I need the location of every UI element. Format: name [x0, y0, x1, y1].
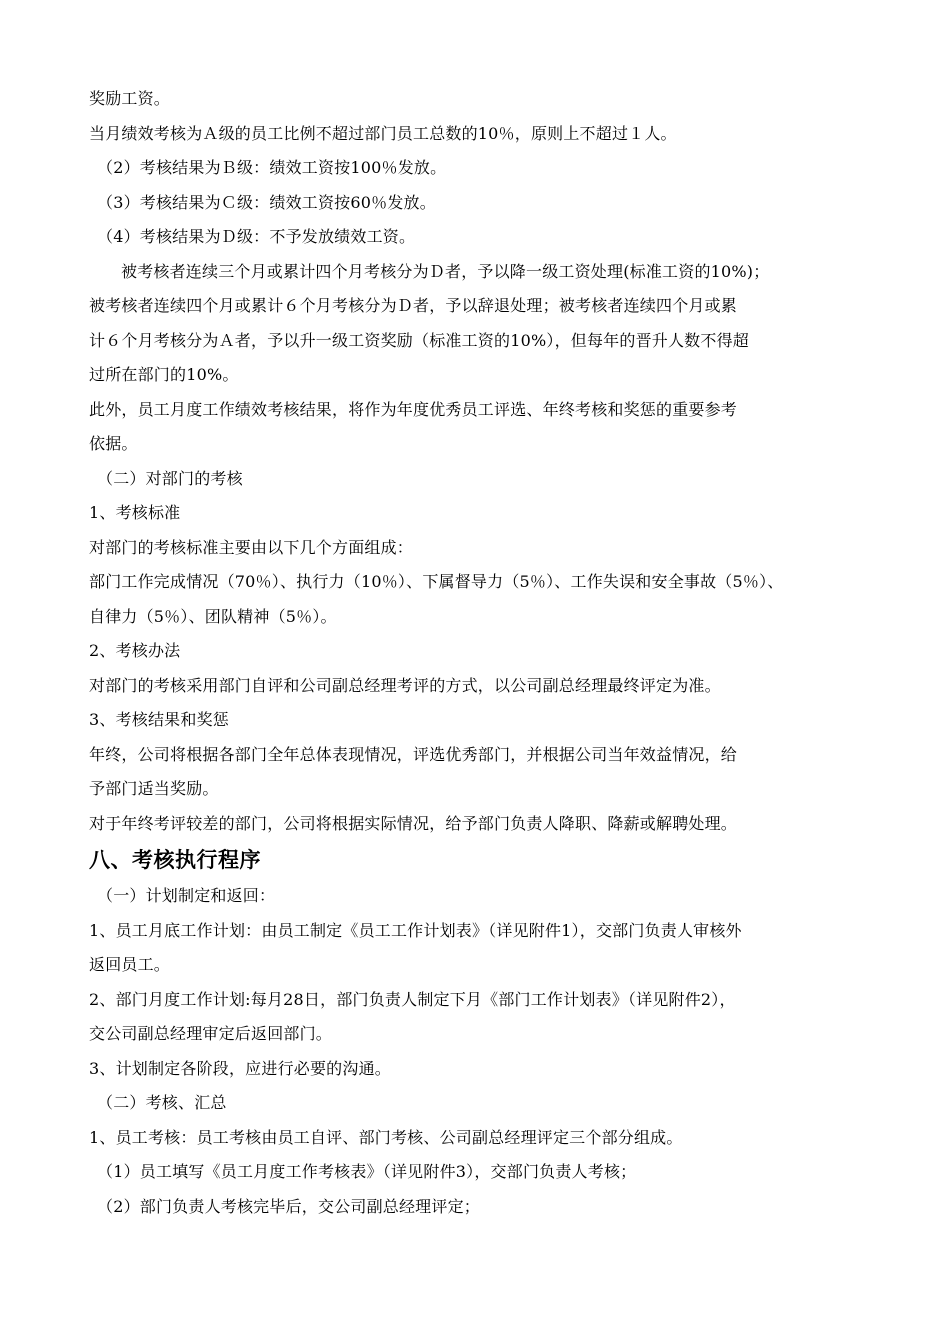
subsection-heading: 2、考核办法	[89, 641, 181, 660]
subsection-heading: 1、考核标准	[89, 503, 181, 522]
paragraph-line: 返回员工。	[89, 955, 171, 974]
list-item: （2）考核结果为Ｂ级：绩效工资按100％发放。	[97, 158, 447, 177]
document-page	[89, 82, 864, 1224]
paragraph-line: 当月绩效考核为Ａ级的员工比例不超过部门员工总数的10％，原则上不超过１人。	[89, 123, 677, 143]
paragraph-line: 自律力（5％）、团队精神（5％）。	[89, 606, 337, 626]
paragraph-line: 被考核者连续三个月或累计四个月考核分为Ｄ者，予以降一级工资处理(标准工资的10%)；	[121, 261, 770, 281]
paragraph-line: 依据。	[89, 434, 138, 453]
paragraph-line: 2、部门月度工作计划:每月28日，部门负责人制定下月《部门工作计划表》（详见附件2），	[89, 989, 736, 1009]
list-item: （3）考核结果为Ｃ级：绩效工资按60％发放。	[97, 192, 436, 212]
subsection-heading: （二）对部门的考核	[97, 468, 243, 488]
subsection-heading: （一）计划制定和返回：	[97, 886, 276, 905]
list-item: （4）考核结果为Ｄ级：不予发放绩效工资。	[97, 227, 416, 246]
paragraph-line: 对部门的考核采用部门自评和公司副总经理考评的方式，以公司副总经理最终评定为准。	[89, 675, 721, 695]
paragraph-line: 年终，公司将根据各部门全年总体表现情况，评选优秀部门，并根据公司当年效益情况，给	[89, 744, 738, 764]
paragraph-line: 交公司副总经理审定后返回部门。	[89, 1024, 333, 1043]
list-item: （2）部门负责人考核完毕后，交公司副总经理评定；	[97, 1196, 480, 1216]
paragraph-line: 过所在部门的10%。	[89, 365, 239, 384]
subsection-heading: 3、考核结果和奖惩	[89, 710, 229, 729]
paragraph-line: 1、员工月底工作计划：由员工制定《员工工作计划表》（详见附件1），交部门负责人审核外	[89, 920, 742, 940]
paragraph-line: 奖励工资。	[89, 89, 171, 108]
paragraph-line: 1、员工考核：员工考核由员工自评、部门考核、公司副总经理评定三个部分组成。	[89, 1127, 683, 1147]
paragraph-line: 被考核者连续四个月或累计６个月考核分为Ｄ者，予以辞退处理；被考核者连续四个月或累	[89, 296, 738, 315]
paragraph-line: 予部门适当奖励。	[89, 779, 219, 798]
paragraph-line: 部门工作完成情况（70％）、执行力（10％）、下属督导力（5％）、工作失误和安全事故（5％）、	[89, 572, 784, 591]
paragraph-line: 计６个月考核分为Ａ者，予以升一级工资奖励（标准工资的10%），但每年的晋升人数不得超	[89, 330, 749, 350]
paragraph-line: 3、计划制定各阶段，应进行必要的沟通。	[89, 1058, 391, 1078]
section-heading: 八、考核执行程序	[89, 848, 261, 872]
paragraph-line: 对于年终考评较差的部门，公司将根据实际情况，给予部门负责人降职、降薪或解聘处理。	[89, 813, 738, 833]
paragraph-line: 对部门的考核标准主要由以下几个方面组成：	[89, 537, 414, 557]
list-item: （1）员工填写《员工月度工作考核表》（详见附件3），交部门负责人考核；	[97, 1162, 637, 1181]
subsection-heading: （二）考核、汇总	[97, 1093, 227, 1112]
paragraph-line: 此外，员工月度工作绩效考核结果，将作为年度优秀员工评选、年终考核和奖惩的重要参考	[89, 399, 738, 419]
